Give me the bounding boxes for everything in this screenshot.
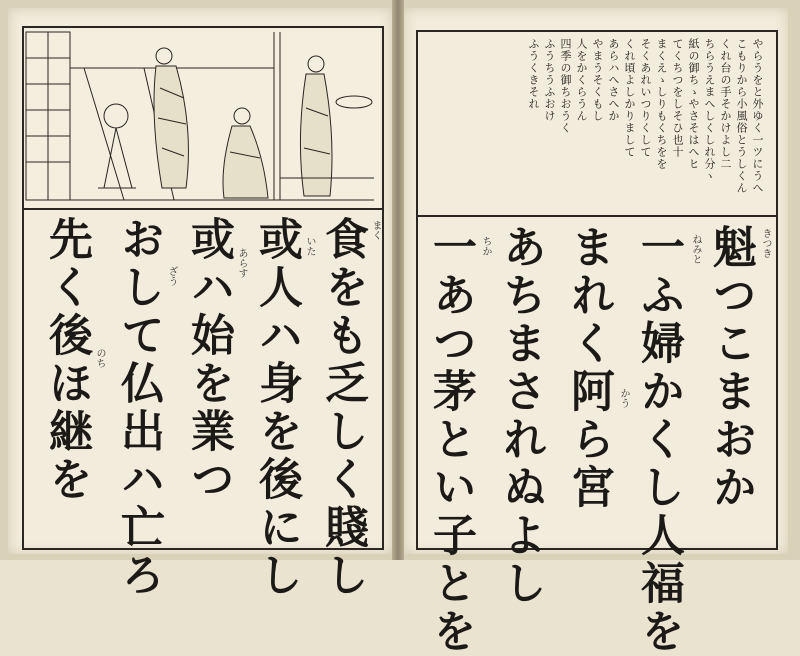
calligraphy-column: 一あつ茅とい子とを bbox=[425, 224, 476, 656]
calligraphy-column: おして仏出ハ亡ろ bbox=[113, 216, 164, 600]
calligraphy-column: 或ハ始を業つ bbox=[183, 216, 234, 504]
ruby-annotation: まく bbox=[370, 220, 381, 240]
calligraphy-column: 食をも乏しく賤し bbox=[317, 216, 368, 600]
ruby-annotation: きつき bbox=[760, 228, 771, 258]
calligraphy-column: 魁つこまおか bbox=[705, 224, 756, 512]
text-column: そくあれいつりくして bbox=[639, 38, 652, 158]
ruby-annotation: ざう bbox=[166, 266, 177, 286]
calligraphy-column: 一ふ婦かくし人福を bbox=[633, 224, 684, 656]
text-column: ちらうえまへしくしれ分ヽ bbox=[703, 38, 716, 182]
left-page-divider bbox=[22, 208, 382, 210]
text-column: くれ頃よしかりまして bbox=[623, 38, 636, 158]
book-gutter bbox=[392, 0, 404, 560]
text-column: ふうくきそれ bbox=[527, 38, 540, 110]
text-column: やらうをと外ゆく一ツにうへ bbox=[751, 38, 764, 194]
calligraphy-column: 先く後ほ継を bbox=[41, 216, 92, 504]
text-column: まくえゝしりもくちをを bbox=[655, 38, 668, 170]
calligraphy-column: あちまされぬよし bbox=[495, 224, 546, 608]
text-column: てくちつをしそひ也十 bbox=[671, 38, 684, 158]
ruby-annotation: ちか bbox=[480, 236, 491, 256]
right-page-divider bbox=[416, 215, 776, 217]
ruby-annotation: あらす bbox=[236, 248, 247, 278]
right-page bbox=[404, 8, 788, 656]
text-column: 四季の御ちおうく bbox=[559, 38, 572, 134]
text-column: 紙の御ちゝやさそはへヒ bbox=[687, 38, 700, 170]
ruby-annotation: かう bbox=[618, 388, 629, 408]
text-column: やまうそくもし bbox=[591, 38, 604, 122]
calligraphy-column: まれく阿ら宮 bbox=[563, 224, 614, 512]
woodblock-illustration bbox=[24, 28, 380, 208]
ruby-annotation: いた bbox=[304, 236, 315, 256]
ruby-annotation: ねみと bbox=[690, 234, 701, 264]
calligraphy-column: 或人ハ身を後にし bbox=[251, 216, 302, 600]
text-column: くれ台の手そかけよし二 bbox=[719, 38, 732, 170]
text-column: ふうちうふおけ bbox=[543, 38, 556, 122]
left-page bbox=[8, 8, 392, 600]
text-column: 人をかくらうん bbox=[575, 38, 588, 122]
text-column: こもりから小風俗とうしくん bbox=[735, 38, 748, 194]
text-column: あらハへさへか bbox=[607, 38, 620, 122]
illustration-drawing bbox=[24, 28, 380, 208]
ruby-annotation: のち bbox=[94, 348, 105, 368]
